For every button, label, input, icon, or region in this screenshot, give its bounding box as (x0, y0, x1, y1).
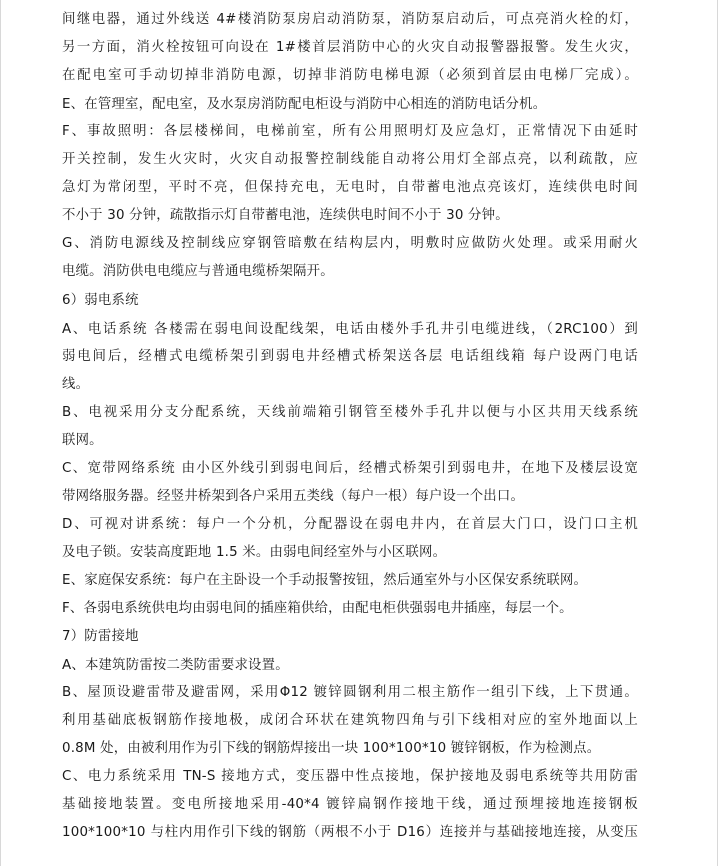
text-line: 及电子锁。安装高度距地 1.5 米。由弱电间经室外与小区联网。 (62, 545, 447, 560)
text-line: G、消防电源线及控制线应穿钢管暗敷在结构层内，明敷时应做防火处理。或采用耐火 (62, 236, 638, 251)
text-line: 带网络服务器。经竖井桥架到各户采用五类线（每户一根）每户设一个出口。 (62, 489, 525, 504)
section-heading: 7）防雷接地 (62, 629, 139, 644)
text-line: E、家庭保安系统：每户在主卧设一个手动报警按钮，然后通室外与小区保安系统联网。 (62, 573, 588, 588)
text-line: B、电视采用分支分配系统，天线前端箱引钢管至楼外手孔井以便与小区共用天线系统 (62, 405, 638, 420)
text-line: 联网。 (62, 433, 103, 448)
text-line: 电缆。消防供电电缆应与普通电缆桥架隔开。 (62, 264, 334, 279)
text-line: E、在管理室，配电室，及水泵房消防配电柜设与消防中心相连的消防电话分机。 (62, 97, 547, 112)
text-line: 弱电间后，经槽式电缆桥架引到弱电井经槽式桥架送各层 电话组线箱 每户设两门电话 (62, 349, 638, 364)
text-line: B、屋顶设避雷带及避雷网，采用Φ12 镀锌圆钢利用二根主筋作一组引下线，上下贯通。 (62, 685, 638, 700)
text-line: F、事故照明：各层楼梯间，电梯前室，所有公用照明灯及应急灯，正常情况下由延时 (62, 124, 638, 139)
text-line: 急灯为常闭型，平时不亮，但保持充电，无电时，自带蓄电池点亮该灯，连续供电时间 (62, 180, 638, 195)
text-line: A、电话系统 各楼需在弱电间设配线架，电话由楼外手孔井引电缆进线，（2RC100）到 (62, 322, 638, 337)
text-line: 基础接地装置。变电所接地采用-40*4 镀锌扁钢作接地干线，通过预埋接地连接钢板 (62, 797, 638, 812)
text-line: 开关控制，发生火灾时，火灾自动报警控制线能自动将公用灯全部点亮，以利疏散，应 (62, 152, 638, 167)
text-line: 100*100*10 与柱内用作引下线的钢筋（两根不小于 D16）连接并与基础接地连接，从变压 (62, 825, 638, 840)
text-line: D、可视对讲系统：每户一个分机，分配器设在弱电井内，在首层大门口，设门口主机 (62, 517, 638, 532)
text-line: C、宽带网络系统 由小区外线引到弱电间后，经槽式桥架引到弱电井，在地下及楼层设宽 (62, 461, 638, 476)
text-line: 间继电器，通过外线送 4#楼消防泵房启动消防泵，消防泵启动后，可点亮消火栓的灯， (62, 12, 638, 27)
text-line: 利用基础底板钢筋作接地极，成闭合环状在建筑物四角与引下线相对应的室外地面以上 (62, 713, 638, 728)
text-line: F、各弱电系统供电均由弱电间的插座箱供给，由配电柜供强弱电井插座，每层一个。 (62, 601, 573, 616)
text-line: C、电力系统采用 TN-S 接地方式，变压器中性点接地，保护接地及弱电系统等共用防雷 (62, 769, 638, 784)
text-line: 在配电室可手动切掉非消防电源，切掉非消防电梯电源（必须到首层由电梯厂完成）。 (62, 68, 638, 83)
text-line: 0.8M 处，由被利用作为引下线的钢筋焊接出一块 100*100*10 镀锌钢板，作为检测点。 (62, 741, 601, 756)
text-line: A、本建筑防雷按二类防雷要求设置。 (62, 658, 289, 673)
text-line: 不小于 30 分钟，疏散指示灯自带蓄电池，连续供电时间不小于 30 分钟。 (62, 208, 509, 223)
text-line: 线。 (62, 377, 90, 392)
section-heading: 6）弱电系统 (62, 293, 139, 308)
text-line: 另一方面，消火栓按钮可向设在 1#楼首层消防中心的火灾自动报警器报警。发生火灾， (62, 40, 638, 55)
